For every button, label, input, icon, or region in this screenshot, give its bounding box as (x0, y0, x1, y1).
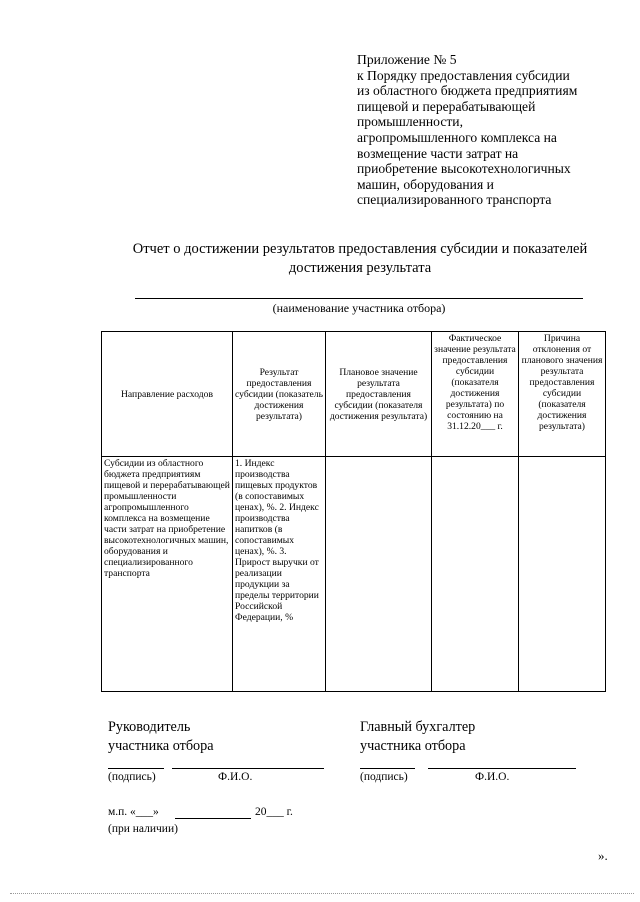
head-signature-line[interactable] (108, 768, 164, 769)
stamp-date-year: 20___ г. (255, 806, 293, 818)
accountant-signature-line[interactable] (360, 768, 415, 769)
table-header-row (102, 332, 606, 457)
accountant-fio-label: Ф.И.О. (475, 771, 510, 783)
accountant-title-line-2: участника отбора (360, 738, 466, 754)
appendix-header (357, 52, 627, 208)
head-fio-line[interactable] (172, 768, 324, 769)
page-bottom-divider (10, 893, 634, 894)
accountant-fio-line[interactable] (428, 768, 576, 769)
accountant-signature-title (360, 718, 475, 756)
cell-direction[interactable]: Субсидии из областного бюджета предприятиям пищевой и перерабатывающей промышленности агропромышленного комплекса на возмещение части затрат на приобретение высокотехнологичных машин, оборудования и специализированного транспорта (102, 457, 233, 692)
header-result: Результат предоставления субсидии (показатель достижения результата) (233, 332, 326, 457)
head-signature-label: (подпись) (108, 771, 156, 783)
accountant-title-line-1: Главный бухгалтер (360, 719, 476, 735)
accountant-signature-label: (подпись) (360, 771, 408, 783)
head-title-line-2: участника отбора (108, 738, 214, 754)
stamp-date-prefix: м.п. «___» (108, 806, 159, 818)
report-title-line-1: Отчет о достижении результатов предоставления субсидии и показателей (132, 241, 588, 257)
header-fact-value: Фактическое значение результата предоставления субсидии (показателя достижения результата) по состоянию на 31.12.20___ г. (432, 332, 519, 457)
stamp-month-line[interactable] (175, 818, 251, 819)
cell-deviation-reason[interactable] (519, 457, 606, 692)
cell-fact-value[interactable] (432, 457, 519, 692)
header-plan-value: Плановое значение результата предоставления субсидии (показателя достижения результата) (326, 332, 432, 457)
head-title-line-1: Руководитель (108, 719, 191, 735)
appendix-line: к Порядку предоставления субсидии (357, 67, 570, 83)
report-table (101, 331, 606, 692)
report-title (100, 240, 620, 278)
participant-name-line (135, 298, 583, 299)
appendix-line: приобретение высокотехнологичных (357, 161, 571, 177)
header-direction: Направление расходов (102, 332, 233, 457)
appendix-line: возмещение части затрат на (357, 145, 519, 161)
participant-name-caption: (наименование участника отбора) (272, 301, 446, 315)
head-fio-label: Ф.И.О. (218, 771, 253, 783)
closing-quote-mark: ». (598, 848, 608, 863)
header-deviation-reason: Причина отклонения от планового значения результата предоставления субсидии (показателя достижения результата) (519, 332, 606, 457)
cell-result[interactable]: 1. Индекс производства пищевых продуктов (в сопоставимых ценах), %. 2. Индекс производства напитков (в сопоставимых ценах), %. 3. Прирост выручки от реализации продукции за пределы территории Российской Федерации, % (233, 457, 326, 692)
stamp-note: (при наличии) (108, 823, 178, 835)
appendix-line: агропромышленного комплекса на (357, 129, 557, 145)
appendix-line: промышленности, (357, 114, 463, 130)
table-row (102, 457, 606, 692)
appendix-line: пищевой и перерабатывающей (357, 98, 536, 114)
head-signature-title (108, 718, 214, 756)
report-title-line-2: достижения результата (288, 260, 432, 276)
appendix-line: специализированного транспорта (357, 192, 552, 208)
cell-plan-value[interactable] (326, 457, 432, 692)
appendix-line: Приложение № 5 (357, 52, 457, 67)
appendix-line: из областного бюджета предприятиям (357, 83, 578, 99)
appendix-line: машин, оборудования и (357, 176, 494, 192)
